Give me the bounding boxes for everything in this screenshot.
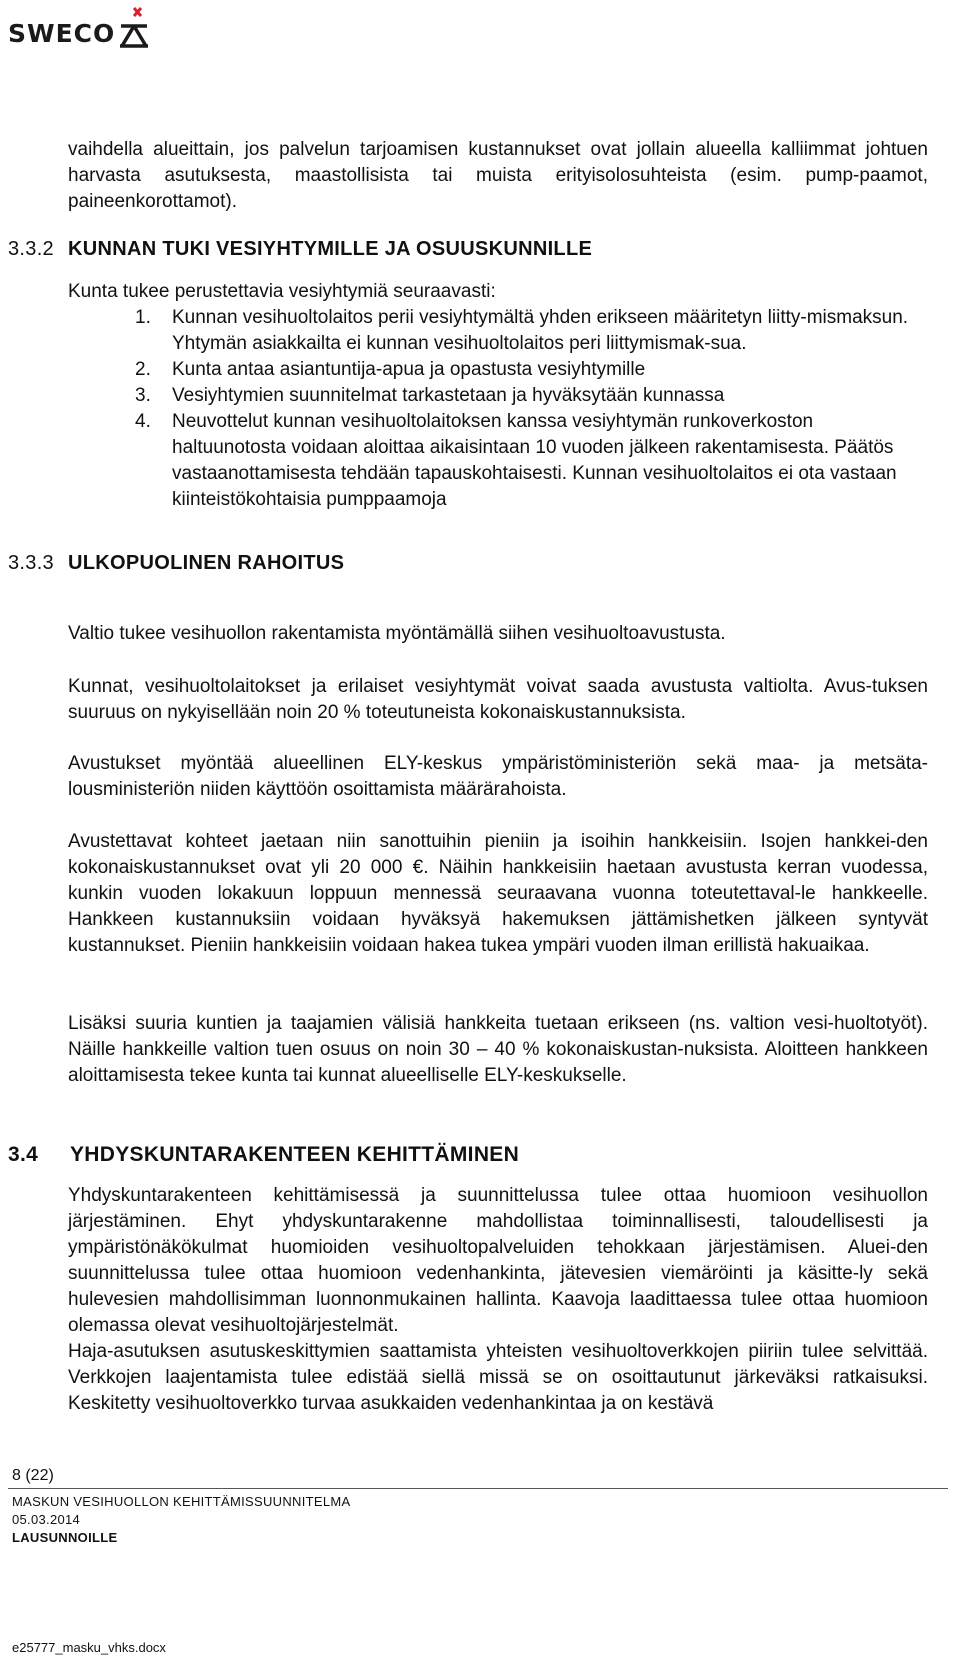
list-item [135,357,925,383]
section-34-paragraph-2: Haja-asutuksen asutuskeskittymien saattamista yhteisten vesihuoltoverkkojen piiriin tulee selvittää. Verkkojen laajentamista tulee edistää siellä missä se on osoittautunut järkeväksi ratkaisuksi. Keskitetty vesihuoltoverkko turvaa asukkaiden vedenhankintaa ja on kestävä [68,1341,928,1414]
list-item-number: 4. [135,411,151,432]
section-333-paragraph-4: Avustettavat kohteet jaetaan niin sanottuihin pieniin ja isoihin hankkeisiin. Isojen hankkei-den kokonaiskustannukset ovat yli 20 000 €. Näihin hankkeisiin haetaan avustusta kerran vuodessa, kunkin vuoden lokakuun loppuun mennessä seuraavana vuonna toteutettaval-le hankkeelle. Hankkeen kustannuksiin voidaan hyväksyä hakemuksen jättämishetken jälkeen syntyvät kustannukset. Pieniin hankkeisiin voidaan hakea tukea ympäri vuoden ilman erillistä hakuaikaa. [68,831,928,956]
section-333-paragraph-1: Valtio tukee vesihuollon rakentamista myöntämällä siihen vesihuoltoavustusta. [68,623,726,644]
section-333-paragraph-2: Kunnat, vesihuoltolaitokset ja erilaiset vesiyhtymät voivat saada avustusta valtiolta. Avus-tuksen suuruus on nykyisellään noin 20 % toteutuneista kokonaiskustannuksista. [68,676,928,723]
list-item [135,383,925,409]
sweco-logo-icon [117,6,151,50]
list-item-text: Neuvottelut kunnan vesihuoltolaitoksen kanssa vesiyhtymän runkoverkoston haltuunotosta voidaan aloittaa aikaisintaan 10 vuoden jälkeen rakentamisesta. Päätös vastaanottamisesta tehdään tapauskohtaisesti. Kunnan vesihuoltolaitos ei ota vastaan kiinteistökohtaisia pumppaamoja [172,411,897,510]
section-34-paragraph-1: Yhdyskuntarakenteen kehittämisessä ja suunnittelussa tulee ottaa huomioon vesihuollon järjestäminen. Ehyt yhdyskuntarakenne mahdollistaa toiminnallisesti, taloudellisesti ja ympäristönäkökulmat huomioiden vesihuoltopalveluiden tehokkaan järjestämisen. Aluei-den suunnittelussa tulee ottaa huomioon vedenhankinta, jätevesien viemäröinti ja käsitte-ly sekä hulevesien mahdollisimman luonnonmukainen hallinta. Kaavoja laadittaessa tulee ottaa huomioon olemassa olevat vesihuoltojärjestelmät. [68,1185,928,1336]
sweco-logo [8,6,151,50]
section-333-paragraph-5: Lisäksi suuria kuntien ja taajamien välisiä hankkeita tuetaan erikseen (ns. valtion vesi-huoltotyöt). Näille hankkeille valtion tuen osuus on noin 30 – 40 % kokonaiskustan-nuksista. Aloitteen hankkeen aloittamisesta tekee kunta tai kunnat alueelliselle ELY-keskukselle. [68,1013,928,1086]
footer-document-title: MASKUN VESIHUOLLON KEHITTÄMISSUUNNITELMA [12,1494,351,1509]
footer-date: 05.03.2014 [12,1512,81,1527]
section-34-number: 3.4 [8,1143,39,1166]
list-item-text: Kunnan vesihuoltolaitos perii vesiyhtymältä yhden erikseen määritetyn liitty-mismaksun. Yhtymän asiakkailta ei kunnan vesihuoltolaitos peri liittymismak-sua. [172,307,909,354]
list-item-number: 1. [135,307,151,328]
section-34-title: YHDYSKUNTARAKENTEEN KEHITTÄMINEN [70,1143,520,1166]
logo-text: SWECO [8,19,116,48]
section-332-number: 3.3.2 [8,238,54,260]
section-333-number: 3.3.3 [8,552,54,574]
list-item [135,409,925,513]
footer-status: LAUSUNNOILLE [12,1530,118,1545]
section-332-title: KUNNAN TUKI VESIYHTYMILLE JA OSUUSKUNNILLE [68,238,593,260]
list-item [135,305,925,357]
list-item-text: Vesiyhtymien suunnitelmat tarkastetaan ja hyväksytään kunnassa [172,385,725,406]
page-number: 8 (22) [12,1467,54,1484]
list-item-number: 2. [135,359,151,380]
section-333-paragraph-3: Avustukset myöntää alueellinen ELY-keskus ympäristöministeriön sekä maa- ja metsäta-lousministeriön niiden käyttöön osoittamista määrärahoista. [68,753,928,800]
footer-divider [8,1488,948,1489]
section-332-lead: Kunta tukee perustettavia vesiyhtymiä seuraavasti: [68,281,496,302]
section-333-title: ULKOPUOLINEN RAHOITUS [68,552,345,574]
intro-paragraph: vaihdella alueittain, jos palvelun tarjoamisen kustannukset ovat jollain alueella kalliimmat johtuen harvasta asutuksesta, maastollisista tai muista erityisolosuhteista (esim. pump-paamot, paineenkorottamot). [68,139,928,212]
list-item-number: 3. [135,385,151,406]
support-list [135,305,925,513]
list-item-text: Kunta antaa asiantuntija-apua ja opastusta vesiyhtymille [172,359,646,380]
footer-filename: e25777_masku_vhks.docx [12,1640,166,1655]
